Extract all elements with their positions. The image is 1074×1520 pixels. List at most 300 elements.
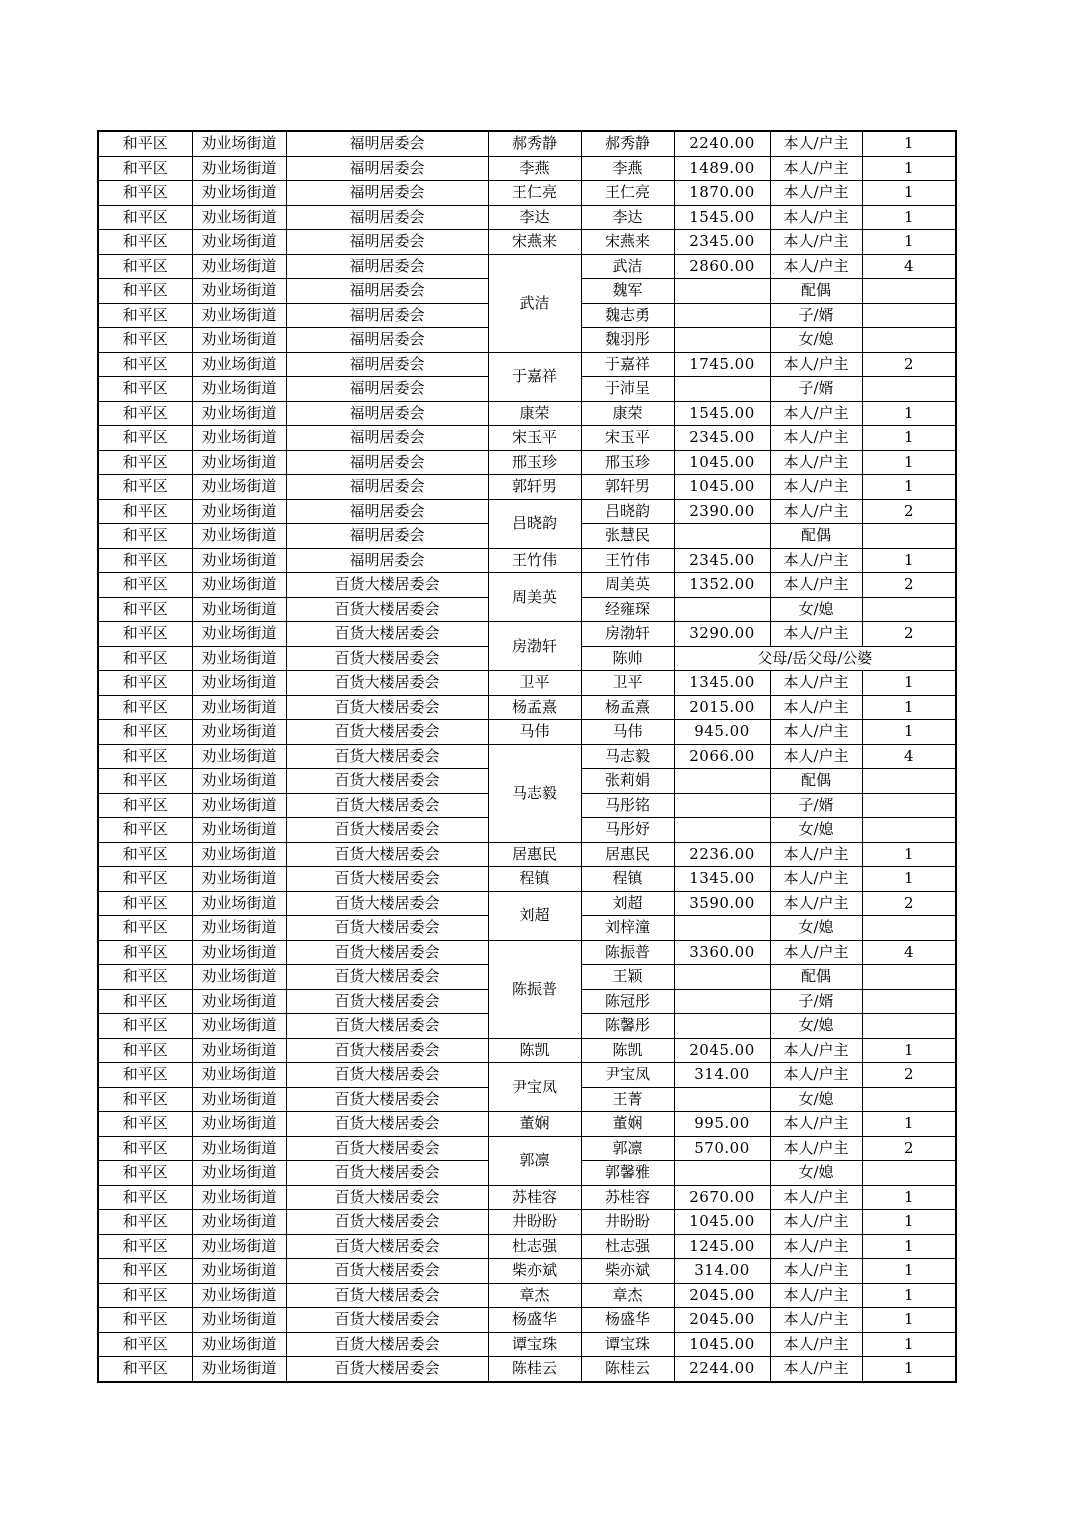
street-cell: 劝业场街道 (192, 1357, 286, 1382)
street-cell: 劝业场街道 (192, 401, 286, 426)
committee-cell: 福明居委会 (286, 156, 488, 181)
relation-cell: 女/媳 (770, 1087, 862, 1112)
amount-cell: 2015.00 (674, 695, 770, 720)
amount-cell: 1045.00 (674, 1332, 770, 1357)
street-cell: 劝业场街道 (192, 352, 286, 377)
district-cell: 和平区 (98, 1136, 192, 1161)
street-cell: 劝业场街道 (192, 597, 286, 622)
district-cell: 和平区 (98, 818, 192, 843)
committee-cell: 百货大楼居委会 (286, 842, 488, 867)
amount-cell: 314.00 (674, 1259, 770, 1284)
committee-cell: 百货大楼居委会 (286, 671, 488, 696)
relation-cell: 女/媳 (770, 818, 862, 843)
count-cell: 1 (862, 1308, 956, 1333)
count-cell: 2 (862, 499, 956, 524)
table-row (98, 720, 956, 745)
relation-cell: 本人/户主 (770, 695, 862, 720)
count-cell: 2 (862, 891, 956, 916)
applicant-cell: 杜志强 (488, 1234, 581, 1259)
member-cell: 武洁 (581, 254, 674, 279)
relation-cell: 女/媳 (770, 916, 862, 941)
applicant-cell: 康荣 (488, 401, 581, 426)
count-cell: 2 (862, 622, 956, 647)
relation-cell: 本人/户主 (770, 254, 862, 279)
relation-cell: 女/媳 (770, 597, 862, 622)
count-cell (862, 377, 956, 402)
applicant-cell: 苏桂容 (488, 1185, 581, 1210)
member-cell: 郭轩男 (581, 475, 674, 500)
amount-cell: 3290.00 (674, 622, 770, 647)
committee-cell: 福明居委会 (286, 303, 488, 328)
street-cell: 劝业场街道 (192, 499, 286, 524)
committee-cell: 福明居委会 (286, 279, 488, 304)
member-cell: 苏桂容 (581, 1185, 674, 1210)
committee-cell: 福明居委会 (286, 401, 488, 426)
member-cell: 于嘉祥 (581, 352, 674, 377)
member-cell: 张慧民 (581, 524, 674, 549)
amount-cell: 945.00 (674, 720, 770, 745)
member-cell: 李燕 (581, 156, 674, 181)
table-row (98, 695, 956, 720)
table-row (98, 1234, 956, 1259)
table-row (98, 181, 956, 206)
relation-cell: 子/婿 (770, 989, 862, 1014)
count-cell: 1 (862, 720, 956, 745)
district-cell: 和平区 (98, 842, 192, 867)
applicant-cell: 郝秀静 (488, 131, 581, 156)
applicant-cell: 邢玉珍 (488, 450, 581, 475)
district-cell: 和平区 (98, 303, 192, 328)
table-row (98, 573, 956, 598)
relation-cell: 本人/户主 (770, 426, 862, 451)
committee-cell: 百货大楼居委会 (286, 989, 488, 1014)
member-cell: 宋玉平 (581, 426, 674, 451)
table-row (98, 671, 956, 696)
member-cell: 程镇 (581, 867, 674, 892)
applicant-cell: 程镇 (488, 867, 581, 892)
applicant-cell: 宋玉平 (488, 426, 581, 451)
committee-cell: 福明居委会 (286, 131, 488, 156)
district-cell: 和平区 (98, 769, 192, 794)
amount-cell: 2345.00 (674, 426, 770, 451)
count-cell (862, 1087, 956, 1112)
amount-cell: 1352.00 (674, 573, 770, 598)
amount-cell: 2345.00 (674, 548, 770, 573)
district-cell: 和平区 (98, 965, 192, 990)
street-cell: 劝业场街道 (192, 891, 286, 916)
amount-cell: 3360.00 (674, 940, 770, 965)
relation-cell: 本人/户主 (770, 1063, 862, 1088)
street-cell: 劝业场街道 (192, 131, 286, 156)
count-cell: 2 (862, 573, 956, 598)
street-cell: 劝业场街道 (192, 1063, 286, 1088)
count-cell: 4 (862, 744, 956, 769)
street-cell: 劝业场街道 (192, 989, 286, 1014)
member-cell: 马彤铭 (581, 793, 674, 818)
member-cell: 杜志强 (581, 1234, 674, 1259)
district-cell: 和平区 (98, 671, 192, 696)
member-cell: 马彤妤 (581, 818, 674, 843)
committee-cell: 百货大楼居委会 (286, 1283, 488, 1308)
district-cell: 和平区 (98, 793, 192, 818)
applicant-cell: 武洁 (488, 254, 581, 352)
district-cell: 和平区 (98, 1259, 192, 1284)
member-cell: 柴亦斌 (581, 1259, 674, 1284)
count-cell: 4 (862, 940, 956, 965)
committee-cell: 百货大楼居委会 (286, 793, 488, 818)
committee-cell: 百货大楼居委会 (286, 573, 488, 598)
relation-cell: 子/婿 (770, 793, 862, 818)
amount-cell: 1245.00 (674, 1234, 770, 1259)
table-row (98, 1357, 956, 1382)
district-cell: 和平区 (98, 426, 192, 451)
amount-cell (674, 303, 770, 328)
table-row (98, 1283, 956, 1308)
relation-cell: 本人/户主 (770, 499, 862, 524)
applicant-cell: 陈振普 (488, 940, 581, 1038)
street-cell: 劝业场街道 (192, 916, 286, 941)
member-cell: 魏军 (581, 279, 674, 304)
applicant-cell: 陈桂云 (488, 1357, 581, 1382)
count-cell: 1 (862, 695, 956, 720)
amount-cell: 1870.00 (674, 181, 770, 206)
member-cell: 刘超 (581, 891, 674, 916)
applicant-cell: 董娴 (488, 1112, 581, 1137)
street-cell: 劝业场街道 (192, 1038, 286, 1063)
district-cell: 和平区 (98, 744, 192, 769)
amount-cell (674, 597, 770, 622)
relation-cell: 本人/户主 (770, 1112, 862, 1137)
district-cell: 和平区 (98, 1185, 192, 1210)
table-row (98, 622, 956, 647)
committee-cell: 百货大楼居委会 (286, 867, 488, 892)
amount-cell: 570.00 (674, 1136, 770, 1161)
amount-cell: 2390.00 (674, 499, 770, 524)
street-cell: 劝业场街道 (192, 156, 286, 181)
relation-cell: 本人/户主 (770, 867, 862, 892)
table-row (98, 1332, 956, 1357)
committee-cell: 百货大楼居委会 (286, 597, 488, 622)
table-row (98, 867, 956, 892)
relation-cell: 本人/户主 (770, 744, 862, 769)
member-cell: 陈振普 (581, 940, 674, 965)
applicant-cell: 杨盛华 (488, 1308, 581, 1333)
member-cell: 周美英 (581, 573, 674, 598)
district-cell: 和平区 (98, 377, 192, 402)
table-row (98, 1112, 956, 1137)
committee-cell: 百货大楼居委会 (286, 1063, 488, 1088)
committee-cell: 百货大楼居委会 (286, 1112, 488, 1137)
count-cell: 2 (862, 352, 956, 377)
amount-cell (674, 1087, 770, 1112)
count-cell: 1 (862, 671, 956, 696)
applicant-cell: 宋燕来 (488, 230, 581, 255)
district-cell: 和平区 (98, 181, 192, 206)
amount-cell: 2045.00 (674, 1308, 770, 1333)
count-cell: 1 (862, 1185, 956, 1210)
street-cell: 劝业场街道 (192, 769, 286, 794)
committee-cell: 百货大楼居委会 (286, 1210, 488, 1235)
committee-cell: 福明居委会 (286, 450, 488, 475)
count-cell: 2 (862, 1063, 956, 1088)
street-cell: 劝业场街道 (192, 1014, 286, 1039)
district-cell: 和平区 (98, 1283, 192, 1308)
amount-cell: 1489.00 (674, 156, 770, 181)
count-cell: 1 (862, 230, 956, 255)
applicant-cell: 于嘉祥 (488, 352, 581, 401)
relation-cell: 本人/户主 (770, 940, 862, 965)
committee-cell: 百货大楼居委会 (286, 891, 488, 916)
relation-cell: 父母/岳父母/公婆 (674, 646, 956, 671)
applicant-cell: 郭凛 (488, 1136, 581, 1185)
relation-cell: 本人/户主 (770, 720, 862, 745)
amount-cell: 1045.00 (674, 475, 770, 500)
amount-cell (674, 989, 770, 1014)
district-cell: 和平区 (98, 597, 192, 622)
committee-cell: 福明居委会 (286, 230, 488, 255)
table-row (98, 1210, 956, 1235)
street-cell: 劝业场街道 (192, 328, 286, 353)
committee-cell: 百货大楼居委会 (286, 916, 488, 941)
relation-cell: 本人/户主 (770, 1234, 862, 1259)
street-cell: 劝业场街道 (192, 1259, 286, 1284)
relation-cell: 配偶 (770, 524, 862, 549)
member-cell: 经雍琛 (581, 597, 674, 622)
district-cell: 和平区 (98, 1210, 192, 1235)
count-cell: 4 (862, 254, 956, 279)
table-row (98, 401, 956, 426)
amount-cell (674, 524, 770, 549)
amount-cell: 1045.00 (674, 450, 770, 475)
count-cell (862, 524, 956, 549)
table-row (98, 156, 956, 181)
street-cell: 劝业场街道 (192, 1332, 286, 1357)
amount-cell: 1545.00 (674, 205, 770, 230)
table-row (98, 940, 956, 965)
member-cell: 陈凯 (581, 1038, 674, 1063)
committee-cell: 百货大楼居委会 (286, 1185, 488, 1210)
committee-cell: 百货大楼居委会 (286, 622, 488, 647)
member-cell: 井盼盼 (581, 1210, 674, 1235)
member-cell: 居惠民 (581, 842, 674, 867)
amount-cell (674, 965, 770, 990)
street-cell: 劝业场街道 (192, 793, 286, 818)
amount-cell: 1345.00 (674, 671, 770, 696)
district-cell: 和平区 (98, 352, 192, 377)
table-row (98, 891, 956, 916)
district-cell: 和平区 (98, 254, 192, 279)
count-cell (862, 328, 956, 353)
committee-cell: 福明居委会 (286, 499, 488, 524)
member-cell: 王菁 (581, 1087, 674, 1112)
relation-cell: 本人/户主 (770, 156, 862, 181)
street-cell: 劝业场街道 (192, 1234, 286, 1259)
amount-cell (674, 769, 770, 794)
relation-cell: 本人/户主 (770, 401, 862, 426)
committee-cell: 百货大楼居委会 (286, 1357, 488, 1382)
district-cell: 和平区 (98, 131, 192, 156)
committee-cell: 百货大楼居委会 (286, 720, 488, 745)
district-cell: 和平区 (98, 1112, 192, 1137)
street-cell: 劝业场街道 (192, 867, 286, 892)
count-cell: 1 (862, 1210, 956, 1235)
committee-cell: 百货大楼居委会 (286, 965, 488, 990)
applicant-cell: 尹宝凤 (488, 1063, 581, 1112)
member-cell: 魏志勇 (581, 303, 674, 328)
committee-cell: 福明居委会 (286, 524, 488, 549)
committee-cell: 福明居委会 (286, 181, 488, 206)
committee-cell: 百货大楼居委会 (286, 1332, 488, 1357)
relation-cell: 本人/户主 (770, 205, 862, 230)
table-row (98, 254, 956, 279)
street-cell: 劝业场街道 (192, 622, 286, 647)
count-cell: 1 (862, 867, 956, 892)
relation-cell: 本人/户主 (770, 230, 862, 255)
relation-cell: 配偶 (770, 965, 862, 990)
table-body (98, 131, 956, 1382)
member-cell: 张莉娟 (581, 769, 674, 794)
table-row (98, 499, 956, 524)
count-cell: 1 (862, 1332, 956, 1357)
district-cell: 和平区 (98, 328, 192, 353)
amount-cell: 2045.00 (674, 1283, 770, 1308)
member-cell: 王竹伟 (581, 548, 674, 573)
committee-cell: 百货大楼居委会 (286, 940, 488, 965)
count-cell (862, 303, 956, 328)
street-cell: 劝业场街道 (192, 254, 286, 279)
amount-cell (674, 818, 770, 843)
member-cell: 刘梓潼 (581, 916, 674, 941)
committee-cell: 百货大楼居委会 (286, 1161, 488, 1186)
district-cell: 和平区 (98, 450, 192, 475)
member-cell: 王颖 (581, 965, 674, 990)
count-cell: 1 (862, 548, 956, 573)
applicant-cell: 王竹伟 (488, 548, 581, 573)
committee-cell: 百货大楼居委会 (286, 1259, 488, 1284)
count-cell: 1 (862, 401, 956, 426)
table-row (98, 1185, 956, 1210)
relation-cell: 本人/户主 (770, 1136, 862, 1161)
applicant-cell: 李燕 (488, 156, 581, 181)
street-cell: 劝业场街道 (192, 1161, 286, 1186)
street-cell: 劝业场街道 (192, 744, 286, 769)
applicant-cell: 章杰 (488, 1283, 581, 1308)
member-cell: 房渤轩 (581, 622, 674, 647)
member-cell: 李达 (581, 205, 674, 230)
applicant-cell: 吕晓韵 (488, 499, 581, 548)
district-cell: 和平区 (98, 891, 192, 916)
amount-cell: 3590.00 (674, 891, 770, 916)
street-cell: 劝业场街道 (192, 548, 286, 573)
committee-cell: 百货大楼居委会 (286, 1038, 488, 1063)
relation-cell: 本人/户主 (770, 671, 862, 696)
district-cell: 和平区 (98, 1332, 192, 1357)
count-cell (862, 793, 956, 818)
relation-cell: 本人/户主 (770, 573, 862, 598)
member-cell: 郝秀静 (581, 131, 674, 156)
district-cell: 和平区 (98, 695, 192, 720)
member-cell: 陈冠彤 (581, 989, 674, 1014)
amount-cell: 2244.00 (674, 1357, 770, 1382)
table-row (98, 475, 956, 500)
applicant-cell: 陈凯 (488, 1038, 581, 1063)
table-row (98, 131, 956, 156)
count-cell: 1 (862, 450, 956, 475)
table-row (98, 744, 956, 769)
committee-cell: 百货大楼居委会 (286, 769, 488, 794)
member-cell: 邢玉珍 (581, 450, 674, 475)
relation-cell: 本人/户主 (770, 1283, 862, 1308)
committee-cell: 百货大楼居委会 (286, 1308, 488, 1333)
relation-cell: 本人/户主 (770, 181, 862, 206)
amount-cell: 1745.00 (674, 352, 770, 377)
member-cell: 马志毅 (581, 744, 674, 769)
count-cell: 1 (862, 181, 956, 206)
count-cell (862, 965, 956, 990)
count-cell: 1 (862, 1259, 956, 1284)
district-cell: 和平区 (98, 475, 192, 500)
member-cell: 于沛呈 (581, 377, 674, 402)
street-cell: 劝业场街道 (192, 1210, 286, 1235)
district-cell: 和平区 (98, 622, 192, 647)
amount-cell: 2670.00 (674, 1185, 770, 1210)
district-cell: 和平区 (98, 401, 192, 426)
committee-cell: 百货大楼居委会 (286, 1014, 488, 1039)
relation-cell: 本人/户主 (770, 131, 862, 156)
member-cell: 董娴 (581, 1112, 674, 1137)
count-cell: 1 (862, 205, 956, 230)
relation-cell: 女/媳 (770, 1161, 862, 1186)
relation-cell: 子/婿 (770, 377, 862, 402)
member-cell: 卫平 (581, 671, 674, 696)
applicant-cell: 谭宝珠 (488, 1332, 581, 1357)
district-cell: 和平区 (98, 720, 192, 745)
amount-cell: 1045.00 (674, 1210, 770, 1235)
relation-cell: 本人/户主 (770, 548, 862, 573)
member-cell: 王仁亮 (581, 181, 674, 206)
relation-cell: 本人/户主 (770, 1185, 862, 1210)
committee-cell: 福明居委会 (286, 205, 488, 230)
relation-cell: 女/媳 (770, 1014, 862, 1039)
member-cell: 郭馨雅 (581, 1161, 674, 1186)
applicant-cell: 郭轩男 (488, 475, 581, 500)
relation-cell: 本人/户主 (770, 352, 862, 377)
district-cell: 和平区 (98, 524, 192, 549)
district-cell: 和平区 (98, 1014, 192, 1039)
district-cell: 和平区 (98, 230, 192, 255)
committee-cell: 百货大楼居委会 (286, 695, 488, 720)
committee-cell: 百货大楼居委会 (286, 818, 488, 843)
count-cell (862, 769, 956, 794)
count-cell (862, 1161, 956, 1186)
street-cell: 劝业场街道 (192, 671, 286, 696)
count-cell (862, 1014, 956, 1039)
street-cell: 劝业场街道 (192, 1308, 286, 1333)
street-cell: 劝业场街道 (192, 205, 286, 230)
member-cell: 杨盛华 (581, 1308, 674, 1333)
district-cell: 和平区 (98, 867, 192, 892)
district-cell: 和平区 (98, 1161, 192, 1186)
count-cell: 1 (862, 475, 956, 500)
amount-cell: 995.00 (674, 1112, 770, 1137)
street-cell: 劝业场街道 (192, 377, 286, 402)
table-row (98, 1308, 956, 1333)
amount-cell (674, 328, 770, 353)
relation-cell: 女/媳 (770, 328, 862, 353)
amount-cell: 1545.00 (674, 401, 770, 426)
amount-cell: 2240.00 (674, 131, 770, 156)
street-cell: 劝业场街道 (192, 940, 286, 965)
